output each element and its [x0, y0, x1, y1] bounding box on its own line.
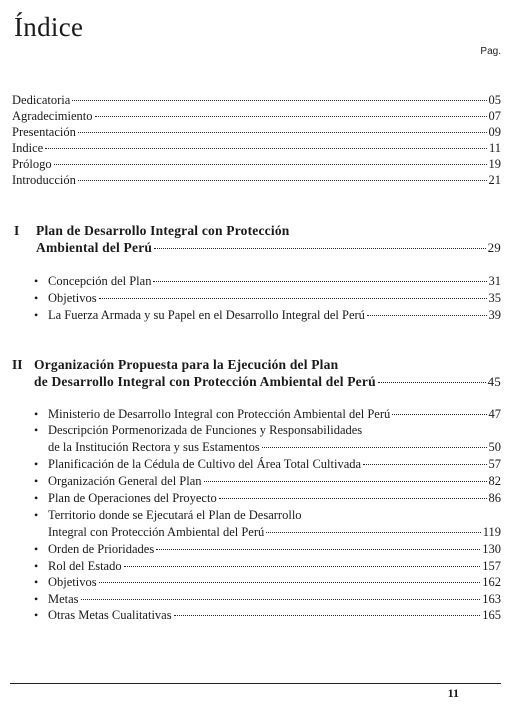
dot-leader: [45, 148, 487, 149]
bullet: •: [34, 474, 39, 488]
toc-entry-label: La Fuerza Armada y su Papel en el Desarrollo Integral del Perú: [48, 308, 365, 322]
toc-entry-metas: [48, 592, 501, 607]
dot-leader: [262, 447, 487, 448]
dot-leader: [174, 615, 481, 616]
dot-leader: [378, 382, 486, 383]
dot-leader: [266, 532, 480, 533]
dot-leader: [78, 132, 487, 133]
section-title-text: de Desarrollo Integral con Protección Ambiental del Perú: [34, 374, 376, 389]
toc-entry-label: de la Institución Rectora y sus Estamentos: [48, 440, 260, 454]
toc-entry-page: 19: [488, 157, 501, 171]
toc-entry-fuerza-armada: [48, 308, 501, 323]
toc-entry-objetivos-1: [48, 291, 501, 306]
toc-entry-label: Planificación de la Cédula de Cultivo del Área Total Cultivada: [48, 457, 362, 471]
toc-entry-page: 35: [488, 291, 501, 305]
section-page: 29: [487, 240, 501, 255]
bullet: •: [34, 457, 39, 471]
toc-entry-label: Objetivos: [48, 575, 97, 589]
page-column-label: Pag.: [480, 46, 501, 57]
bullet: •: [34, 423, 39, 437]
dot-leader: [219, 498, 487, 499]
section-2-title-line1: [34, 357, 338, 373]
section-1-title-line2: [36, 240, 501, 256]
toc-entry-label: Concepción del Plan: [48, 274, 152, 288]
dot-leader: [99, 298, 487, 299]
section-2-title-line2: [34, 374, 501, 390]
toc-entry-territorio-line1: Territorio donde se Ejecutará el Plan de Desarrollo: [48, 508, 302, 522]
dot-leader: [156, 549, 480, 550]
dot-leader: [392, 414, 486, 415]
section-title-text: Plan de Desarrollo Integral con Protección: [36, 223, 290, 238]
toc-entry-territorio: [48, 525, 501, 540]
dot-leader: [54, 164, 487, 165]
toc-entry-page: 47: [488, 407, 501, 421]
toc-entry-rol-estado: [48, 559, 501, 574]
toc-entry-page: 07: [488, 109, 501, 123]
toc-entry-label: Plan de Operaciones del Proyecto: [48, 491, 217, 505]
toc-entry-page: 130: [482, 542, 501, 556]
bullet: •: [34, 592, 39, 606]
dot-leader: [124, 566, 481, 567]
toc-entry-orden-prioridades: [48, 542, 501, 557]
bullet: •: [34, 559, 39, 573]
bullet: •: [34, 608, 39, 622]
toc-entry-label: Metas: [48, 592, 79, 606]
toc-entry-planificacion: [48, 457, 501, 472]
toc-entry-page: 157: [482, 559, 501, 573]
dot-leader: [363, 464, 486, 465]
section-1-title-line1: [36, 223, 289, 239]
bullet: •: [34, 491, 39, 505]
toc-entry-label: Indice: [12, 141, 44, 155]
toc-entry-label: Dedicatoria: [12, 93, 71, 107]
page-title: Índice: [14, 12, 84, 42]
dot-leader: [72, 100, 486, 101]
dot-leader: [153, 281, 486, 282]
bullet: •: [34, 542, 39, 556]
section-1-number: I: [14, 223, 20, 238]
toc-entry-indice: [12, 141, 501, 156]
toc-entry-label: Objetivos: [48, 291, 97, 305]
toc-entry-introduccion: [12, 173, 501, 188]
toc-entry-label: Introducción: [12, 173, 76, 187]
toc-entry-page: 82: [488, 474, 501, 488]
toc-entry-agradecimiento: [12, 109, 501, 124]
bullet: •: [34, 291, 39, 305]
toc-entry-label: Presentación: [12, 125, 76, 139]
toc-entry-prologo: [12, 157, 501, 172]
toc-entry-label: Agradecimiento: [12, 109, 93, 123]
dot-leader: [95, 116, 487, 117]
footer-page-number: 11: [447, 686, 459, 700]
toc-entry-descripcion: [48, 440, 501, 455]
toc-entry-page: 163: [482, 592, 501, 606]
dot-leader: [99, 582, 481, 583]
toc-entry-page: 05: [488, 93, 501, 107]
toc-entry-page: 86: [488, 491, 501, 505]
toc-entry-page: 09: [488, 125, 501, 139]
bullet: •: [34, 308, 39, 322]
toc-entry-descripcion-line1: Descripción Pormenorizada de Funciones y Responsabilidades: [48, 423, 363, 437]
section-2-number: II: [12, 357, 23, 372]
dot-leader: [81, 599, 481, 600]
toc-entry-label: Otras Metas Cualitativas: [48, 608, 172, 622]
toc-entry-page: 57: [488, 457, 501, 471]
toc-entry-objetivos-2: [48, 575, 501, 590]
bullet: •: [34, 508, 39, 522]
toc-entry-organizacion-general: [48, 474, 501, 489]
toc-entry-page: 39: [488, 308, 501, 322]
toc-entry-page: 21: [488, 173, 501, 187]
bullet: •: [34, 407, 39, 421]
section-title-text: Organización Propuesta para la Ejecución del Plan: [34, 357, 339, 372]
toc-entry-label: Orden de Prioridades: [48, 542, 155, 556]
toc-entry-page: 165: [482, 608, 501, 622]
toc-entry-concepcion: [48, 274, 501, 289]
dot-leader: [367, 315, 487, 316]
dot-leader: [204, 481, 487, 482]
toc-entry-presentacion: [12, 125, 501, 140]
toc-entry-page: 11: [488, 141, 501, 155]
toc-entry-plan-operaciones: [48, 491, 501, 506]
toc-entry-page: 162: [482, 575, 501, 589]
section-page: 45: [487, 374, 501, 389]
toc-entry-label: Integral con Protección Ambiental del Perú: [48, 525, 265, 539]
toc-entry-otras-metas: [48, 608, 501, 623]
section-title-text: Ambiental del Perú: [36, 240, 153, 255]
toc-entry-label: Organización General del Plan: [48, 474, 202, 488]
toc-entry-page: 119: [482, 525, 501, 539]
dot-leader: [154, 248, 486, 249]
toc-entry-page: 31: [488, 274, 501, 288]
bullet: •: [34, 274, 39, 288]
toc-entry-label: Prólogo: [12, 157, 52, 171]
dot-leader: [78, 180, 487, 181]
toc-entry-label: Rol del Estado: [48, 559, 122, 573]
toc-entry-ministerio: [48, 407, 501, 422]
toc-entry-page: 50: [488, 440, 501, 454]
footer-rule: [10, 683, 501, 684]
toc-entry-label: Ministerio de Desarrollo Integral con Protección Ambiental del Perú: [48, 407, 391, 421]
bullet: •: [34, 575, 39, 589]
toc-entry-dedicatoria: [12, 93, 501, 108]
